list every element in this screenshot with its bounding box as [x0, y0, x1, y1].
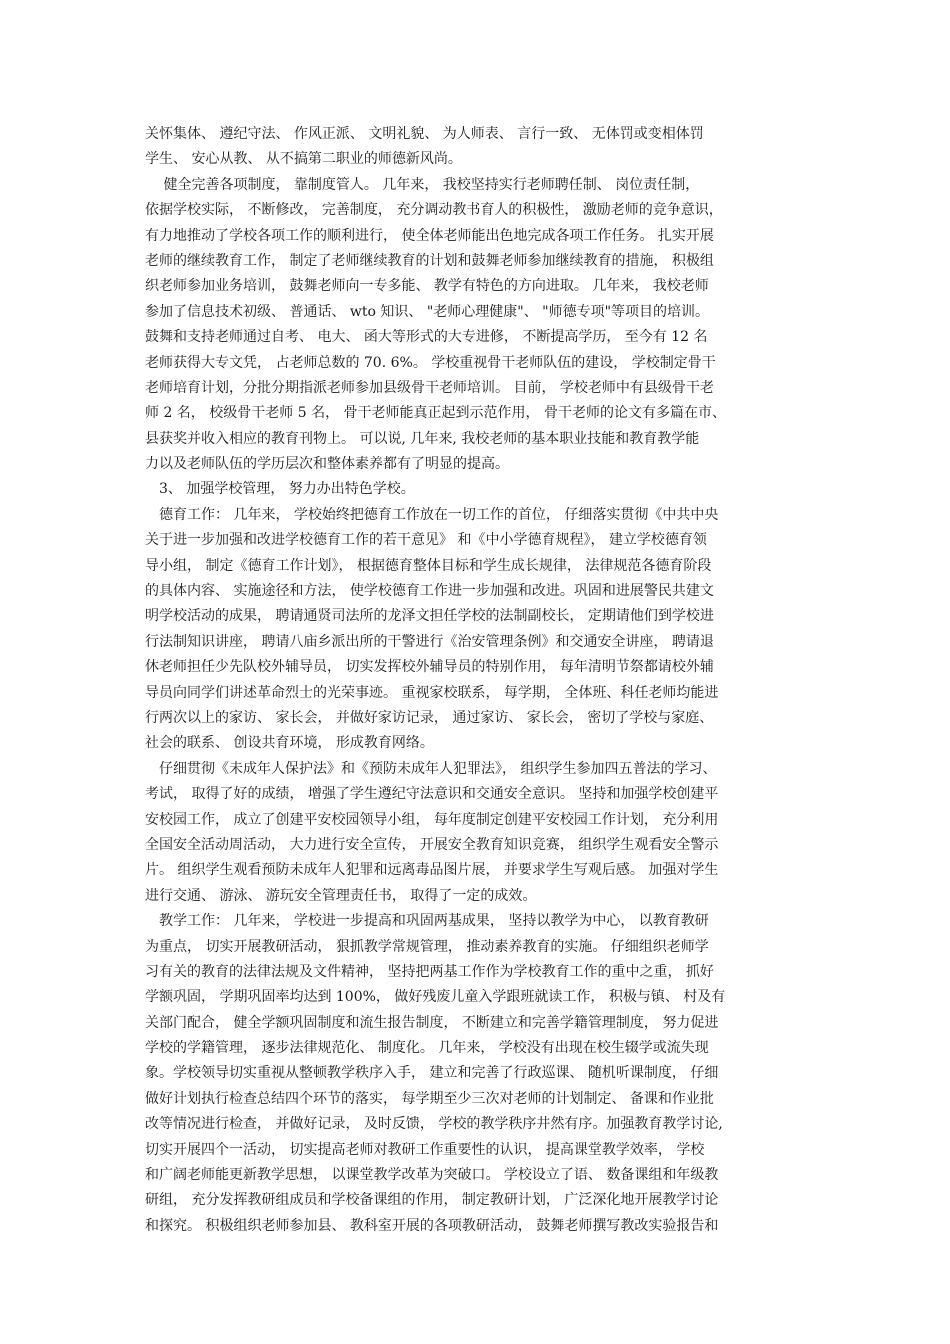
text-line: 老师获得大专文凭， 占老师总数的 70. 6%。 学校重视骨干老师队伍的建设， 学校制定骨干	[145, 354, 716, 371]
text-line: 导小组， 制定《德育工作计划》， 根据德育整体目标和学生成长规律， 法律规范各德育阶段	[145, 557, 712, 574]
text-line: 教学工作： 几年来， 学校进一步提高和巩固两基成果， 坚持以教学为中心， 以教育教研	[145, 913, 709, 930]
text-line: 安校园工作， 成立了创建平安校园领导小组， 每年度制定创建平安校园工作计划， 充分利用	[145, 811, 719, 828]
text-line: 关怀集体、 遵纪守法、 作风正派、 文明礼貌、 为人师表、 言行一致、 无体罚或变相体罚	[145, 126, 704, 142]
text-line: 师 2 名， 校级骨干老师 5 名， 骨干老师能真正起到示范作用， 骨干老师的论文有多篇在市、	[145, 405, 726, 422]
text-line: 学额巩固， 学期巩固率均达到 100%， 做好残废儿童入学跟班就读工作， 积极与镇、 村及有	[145, 989, 726, 1006]
text-line: 片。 组织学生观看预防未成年人犯罪和远离毒品图片展， 并要求学生写观后感。 加强对学生	[145, 862, 719, 879]
document-body	[145, 122, 817, 1239]
text-line: 做好计划执行检查总结四个环节的落实， 每学期至少三次对老师的计划制定、 备课和作业批	[145, 1090, 714, 1107]
text-line: 为重点， 切实开展教研活动， 狠抓教学常规管理， 推动素养教育的实施。 仔细组织老师学	[145, 938, 709, 955]
text-line: 切实开展四个一活动， 切实提高老师对教研工作重要性的认识， 提高课堂教学效率， 学校	[145, 1141, 705, 1158]
text-line: 学生、 安心从教、 从不搞第二职业的师德新风尚。	[145, 151, 462, 168]
text-line: 老师培育计划，分批分期指派老师参加县级骨干老师培训。 目前， 学校老师中有县级骨干老	[145, 379, 714, 396]
text-line: 全国安全活动周活动， 大力进行安全宣传， 开展安全教育知识竞赛， 组织学生观看安全警示	[145, 836, 719, 853]
text-line: 考试， 取得了好的成绩， 增强了学生遵纪守法意识和交通安全意识。 坚持和加强学校创建平	[145, 786, 719, 803]
text-line: 导员向同学们讲述革命烈士的光荣事迹。 重视家校联系， 每学期， 全体班、科任老师均能进	[145, 684, 719, 701]
text-line: 关部门配合， 健全学额巩固制度和流生报告制度， 不断建立和完善学籍管理制度， 努力促进	[145, 1014, 719, 1031]
text-line: 县获奖并收入相应的教育刊物上。 可以说, 几年来, 我校老师的基本职业技能和教育教学能	[145, 430, 700, 447]
text-line: 3、 加强学校管理， 努力办出特色学校。	[145, 481, 415, 498]
text-line: 研组， 充分发挥教研组成员和学校备课组的作用， 制定教研计划， 广泛深化地开展教学讨论	[145, 1192, 719, 1209]
text-line: 德育工作： 几年来， 学校始终把德育工作放在一切工作的首位， 仔细落实贯彻《中共中央	[145, 506, 719, 523]
text-line: 仔细贯彻《未成年人保护法》和《预防未成年人犯罪法》， 组织学生参加四五普法的学习、	[145, 760, 717, 777]
text-line: 改等情况进行检查， 并做好记录， 及时反馈， 学校的教学秩序井然有序。加强教育教学讨论,	[145, 1116, 723, 1133]
text-line: 力以及老师队伍的学历层次和整体素养都有了明显的提高。	[145, 456, 509, 473]
text-line: 参加了信息技术初级、 普通话、 wto 知识、 "老师心理健康"、 "师德专项"等项目的培训。	[145, 303, 710, 320]
text-line: 休老师担任少先队校外辅导员， 切实发挥校外辅导员的特别作用， 每年清明节祭都请校外辅	[145, 659, 714, 676]
text-line: 习有关的教育的法律法规及文件精神， 坚持把两基工作作为学校教育工作的重中之重， 抓好	[145, 963, 714, 980]
text-line: 的具体内容、 实施途径和方法， 使学校德育工作进一步加强和改进。巩固和进展警民共建文	[145, 583, 714, 600]
text-line: 明学校活动的成果， 聘请通贤司法所的龙泽文担任学校的法制副校长， 定期请他们到学校进	[145, 608, 714, 625]
text-line: 关于进一步加强和改进学校德育工作的若干意见》 和《中小学德育规程》， 建立学校德育领	[145, 532, 707, 549]
text-line: 行两次以上的家访、 家长会， 并做好家访记录， 通过家访、 家长会， 密切了学校与家庭、	[145, 709, 714, 726]
text-line: 行法制知识讲座， 聘请八庙乡派出所的干警进行《治安管理条例》和交通安全讲座， 聘请退	[145, 633, 714, 650]
text-line: 学校的学籍管理， 逐步法律规范化、 制度化。 几年来， 学校没有出现在校生辍学或流失现	[145, 1040, 709, 1057]
text-line: 健全完善各项制度， 靠制度管人。 几年来， 我校坚持实行老师聘任制、 岗位责任制，	[145, 176, 700, 193]
text-line: 象。学校领导切实重视从整顿教学秩序入手， 建立和完善了行政巡课、 随机听课制度， 仔细	[145, 1065, 719, 1082]
text-line: 鼓舞和支持老师通过自考、 电大、 函大等形式的大专进修， 不断提高学历， 至今有 12 名	[145, 329, 708, 346]
text-line: 和探究。 积极组织老师参加县、 教科室开展的各项教研活动， 鼓舞老师撰写教改实验报告和	[145, 1217, 719, 1234]
text-line: 织老师参加业务培训， 鼓舞老师向一专多能、 教学有特色的方向进取。 几年来， 我校老师	[145, 278, 709, 295]
text-line: 社会的联系、 创设共育环境， 形成教育网络。	[145, 735, 434, 752]
text-line: 和广阔老师能更新教学思想， 以课堂教学改革为突破口。 学校设立了语、 数备课组和年级教	[145, 1167, 719, 1184]
text-line: 有力地推动了学校各项工作的顺利进行， 使全体老师能出色地完成各项工作任务。 扎实开展	[145, 227, 714, 244]
text-line: 进行交通、 游泳、 游玩安全管理责任书， 取得了一定的成效。	[145, 887, 537, 904]
text-line: 老师的继续教育工作， 制定了老师继续教育的计划和鼓舞老师参加继续教育的措施， 积极组	[145, 252, 714, 269]
text-line: 依据学校实际， 不断修改， 完善制度， 充分调动教书育人的积极性， 激励老师的竞争意识，	[145, 202, 723, 219]
